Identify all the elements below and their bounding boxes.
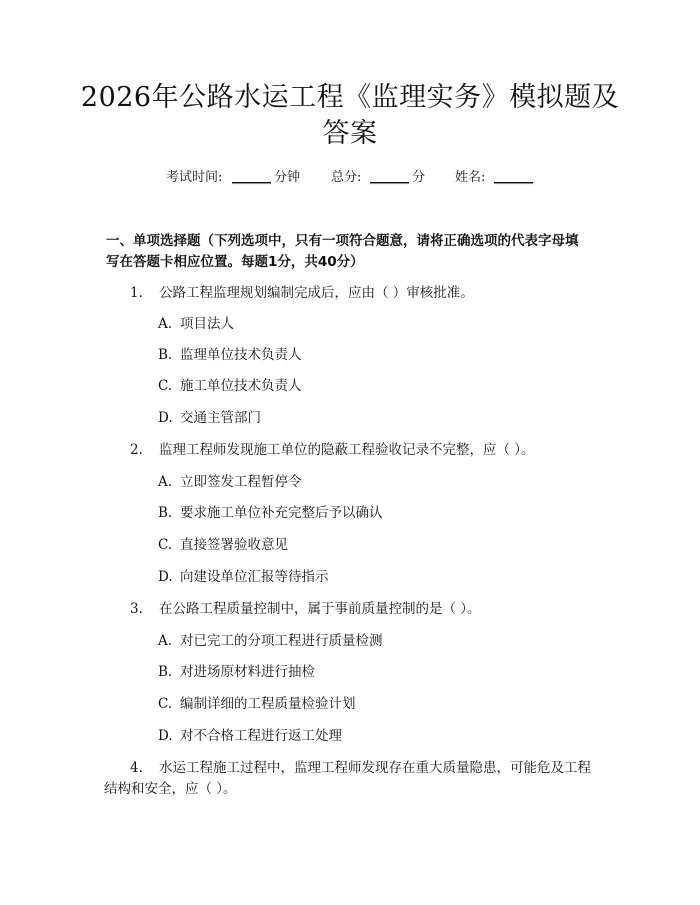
option-letter: C. <box>158 537 173 553</box>
exam-time-unit: 分钟 <box>274 170 301 185</box>
question-number: 2. <box>130 442 143 458</box>
question-text: 公路工程监理规划编制完成后，应由（ ）审核批准。 <box>159 285 474 301</box>
option-text: 对已完工的分项工程进行质量检测 <box>180 633 383 649</box>
question-4-continuation: 结构和安全，应（ ）。 <box>104 781 237 797</box>
question-number: 3. <box>130 601 143 617</box>
question-number: 1. <box>130 285 143 301</box>
question-number: 4. <box>130 760 143 776</box>
question-text: 监理工程师发现施工单位的隐蔽工程验收记录不完整，应（ ）。 <box>159 442 535 458</box>
option-text: 交通主管部门 <box>180 410 261 426</box>
total-score-blank: ______ <box>370 170 409 185</box>
option-letter: B. <box>158 505 173 521</box>
option-text: 编制详细的工程质量检验计划 <box>180 696 356 712</box>
total-score-label: 总分: <box>331 170 362 185</box>
option-letter: A. <box>158 633 173 649</box>
option-letter: D. <box>158 569 173 585</box>
option-letter: B. <box>158 664 173 680</box>
total-score-unit: 分 <box>412 170 426 185</box>
option-text: 直接签署验收意见 <box>180 537 288 553</box>
section-heading-line-1: 一、单项选择题（下列选项中，只有一项符合题意，请将正确选项的代表字母填 <box>106 233 579 249</box>
option-text: 要求施工单位补充完整后予以确认 <box>180 505 383 521</box>
option-letter: C. <box>158 378 173 394</box>
exam-time-label: 考试时间: <box>166 170 223 185</box>
exam-title-line-2: 答案 <box>322 118 378 149</box>
question-text: 在公路工程质量控制中，属于事前质量控制的是（ ）。 <box>159 601 481 617</box>
option-text: 对不合格工程进行返工处理 <box>180 728 342 744</box>
name-label: 姓名: <box>455 170 486 185</box>
option-letter: D. <box>158 728 173 744</box>
option-letter: D. <box>158 410 173 426</box>
option-text: 项目法人 <box>180 316 234 332</box>
option-text: 施工单位技术负责人 <box>180 378 302 394</box>
option-text: 立即签发工程暂停令 <box>180 474 302 490</box>
exam-time-blank: ______ <box>232 170 271 185</box>
section-heading-line-2: 写在答题卡相应位置。每题1分，共40分） <box>106 254 364 270</box>
name-blank: ______ <box>494 170 533 185</box>
question-text: 水运工程施工过程中，监理工程师发现存在重大质量隐患，可能危及工程 <box>159 760 591 776</box>
option-letter: A. <box>158 474 173 490</box>
option-text: 对进场原材料进行抽检 <box>180 664 315 680</box>
option-letter: A. <box>158 316 173 332</box>
option-text: 监理单位技术负责人 <box>180 347 302 363</box>
exam-title-line-1: 2026年公路水运工程《监理实务》模拟题及 <box>80 82 620 113</box>
option-letter: C. <box>158 696 173 712</box>
option-letter: B. <box>158 347 173 363</box>
option-text: 向建设单位汇报等待指示 <box>180 569 329 585</box>
